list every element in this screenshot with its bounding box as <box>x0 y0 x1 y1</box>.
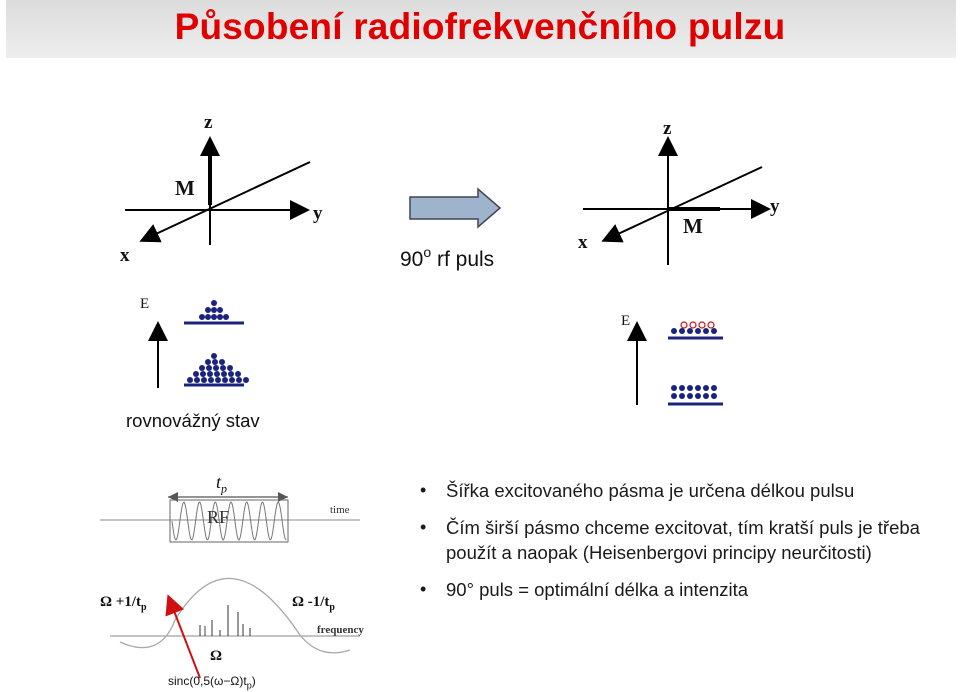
population-dot <box>212 359 218 365</box>
population-dot <box>205 307 211 313</box>
population-dot <box>217 307 223 313</box>
population-dot <box>201 377 207 383</box>
population-dot <box>243 377 249 383</box>
population-dot <box>211 307 217 313</box>
population-dot <box>199 365 205 371</box>
population-dot <box>227 365 233 371</box>
population-dot <box>708 322 714 328</box>
energy-label-left: E <box>140 296 150 312</box>
sinc-label: $\sin c(0,5(\omega-\Omega)t_p)$ <box>168 674 256 691</box>
slide-title: Působení radiofrekvenčního pulzu <box>174 6 786 47</box>
population-dot <box>200 371 206 377</box>
rf-label: RF <box>207 507 230 527</box>
population-dot <box>221 371 227 377</box>
left-m-label: M <box>175 176 195 200</box>
omega-minus-label: Ω $-1/t_p$ <box>292 594 335 613</box>
population-dot <box>208 377 214 383</box>
population-dot <box>223 314 229 320</box>
population-dots-left <box>187 300 249 383</box>
left-x-axis <box>143 162 310 240</box>
population-dot <box>211 314 217 320</box>
bullet-item: • 90° puls = optimální délka a intenzita <box>420 579 749 600</box>
right-z-label: z <box>663 118 672 139</box>
population-dot <box>235 371 241 377</box>
population-dot <box>703 393 709 399</box>
population-dot <box>229 377 235 383</box>
population-dot <box>187 377 193 383</box>
population-dot <box>193 371 199 377</box>
population-dot <box>213 365 219 371</box>
frequency-label: frequency <box>317 624 364 636</box>
population-dot <box>711 385 717 391</box>
population-dot <box>236 377 242 383</box>
population-dot <box>211 353 217 359</box>
population-dot <box>711 393 717 399</box>
spectrum-spikes <box>200 605 250 636</box>
right-y-label: y <box>770 196 780 217</box>
left-z-label: z <box>204 112 213 133</box>
population-dot <box>215 377 221 383</box>
sinc-pointer-arrow <box>169 598 200 678</box>
equilibrium-label: rovnovážný stav <box>126 410 260 431</box>
left-axes <box>125 140 310 245</box>
right-axes <box>583 140 767 265</box>
population-dot <box>687 393 693 399</box>
omega-plus-label: $\Omega +1/t_p$ <box>100 594 147 613</box>
population-dots-right <box>671 322 717 399</box>
population-dot <box>220 365 226 371</box>
population-dot <box>205 314 211 320</box>
population-dot <box>695 328 701 334</box>
bullet-item: • Čím širší pásmo chceme excitovat, tím kratší puls je třeba použít a naopak (Heisenbergovi principy neurčitosti) <box>420 517 920 563</box>
right-x-label: x <box>578 232 588 253</box>
left-x-label: x <box>120 245 130 266</box>
population-dot <box>711 328 717 334</box>
population-dot <box>219 359 225 365</box>
sinc-curve <box>120 578 350 652</box>
pulse-figure <box>100 492 360 678</box>
population-dot <box>194 377 200 383</box>
population-dot <box>217 314 223 320</box>
population-dot <box>687 328 693 334</box>
rf-arrow <box>410 189 500 227</box>
population-dot <box>671 393 677 399</box>
population-dot <box>207 371 213 377</box>
population-dot <box>695 385 701 391</box>
population-dot <box>206 365 212 371</box>
population-dot <box>695 393 701 399</box>
time-label: time <box>330 504 350 516</box>
population-dot <box>671 328 677 334</box>
arrow-label: 90$^o$ rf puls <box>400 244 495 271</box>
omega-label: Ω <box>210 648 223 664</box>
population-dot <box>681 322 687 328</box>
bullet-list <box>420 478 950 614</box>
population-dot <box>205 359 211 365</box>
left-y-label: y <box>313 203 323 224</box>
population-dot <box>214 371 220 377</box>
population-dot <box>199 314 205 320</box>
population-dot <box>687 385 693 391</box>
bullet-item: • Šířka excitovaného pásma je určena délkou pulsu <box>420 480 855 501</box>
population-dot <box>703 328 709 334</box>
population-dot <box>211 300 217 306</box>
energy-label-right: E <box>621 313 631 329</box>
population-dot <box>671 385 677 391</box>
population-dot <box>679 385 685 391</box>
tp-label: $t_p$ <box>216 472 228 496</box>
right-m-label: M <box>683 214 703 238</box>
population-dot <box>699 322 705 328</box>
population-dot <box>679 328 685 334</box>
population-dot <box>222 377 228 383</box>
population-dot <box>703 385 709 391</box>
population-dot <box>690 322 696 328</box>
population-dot <box>679 393 685 399</box>
population-dot <box>228 371 234 377</box>
